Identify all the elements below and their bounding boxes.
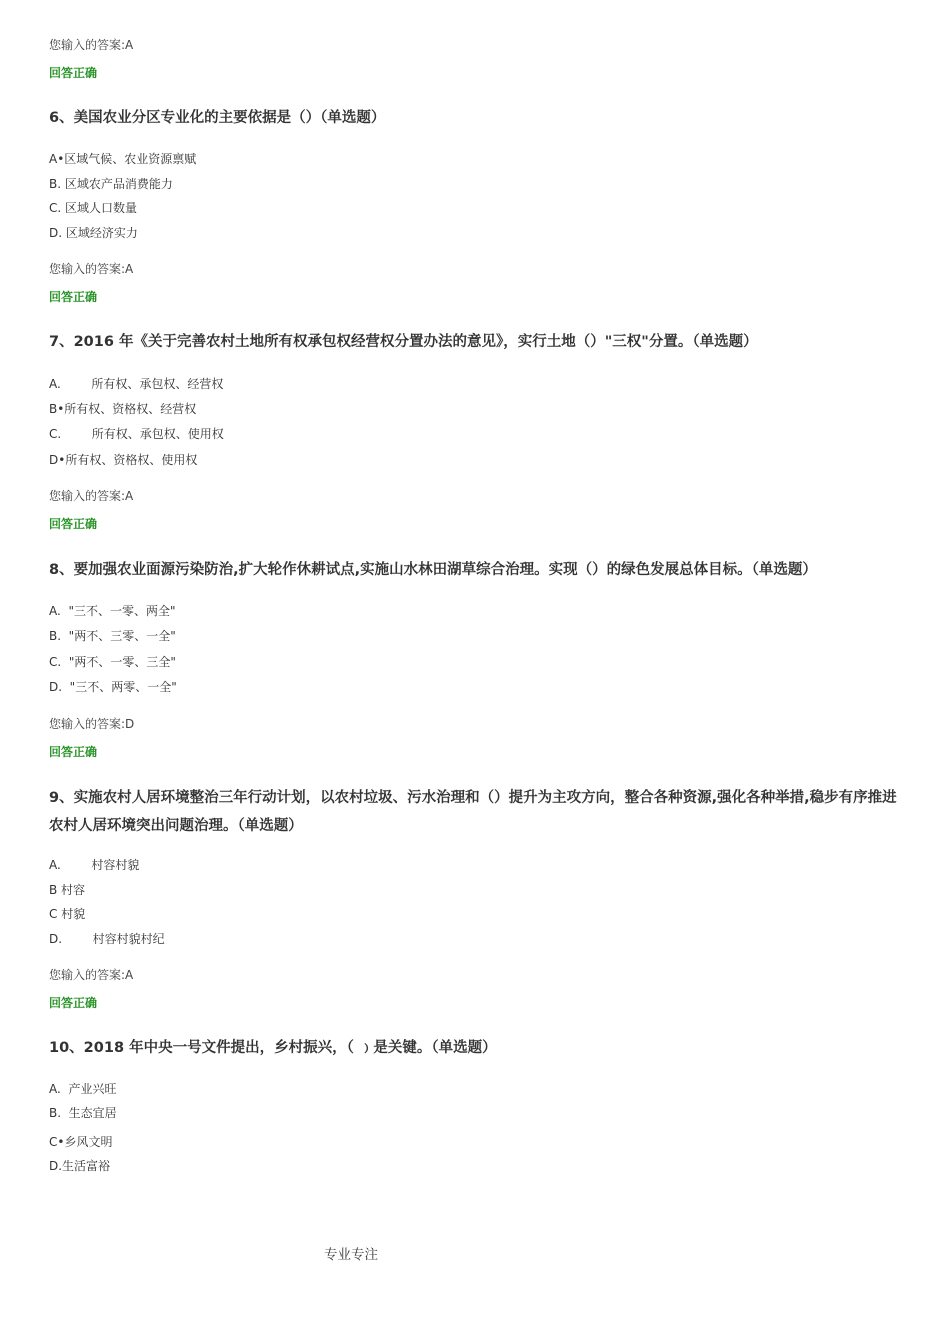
answer-input-text: 您输入的答案:A xyxy=(49,38,134,52)
option-c[interactable]: C 村貌 xyxy=(49,907,86,921)
option-a[interactable]: A. 产业兴旺 xyxy=(49,1082,117,1096)
correct-status: 回答正确 xyxy=(49,66,98,80)
option-d[interactable]: D. 区域经济实力 xyxy=(49,226,138,240)
page-footer: 专业专注 xyxy=(324,1247,378,1263)
option-b[interactable]: B. "两不、三零、一全" xyxy=(49,629,176,643)
question-title: 7、2016 年《关于完善农村土地所有权承包权经营权分置办法的意见》，实行土地（）"三权"分置。（单选题） xyxy=(49,334,758,350)
option-a[interactable]: A•区域气候、农业资源禀赋 xyxy=(49,152,197,166)
answer-input-text: 您输入的答案:A xyxy=(49,968,134,982)
question-title: 10、2018 年中央一号文件提出，乡村振兴，（ ﹚是关键。（单选题） xyxy=(49,1040,497,1056)
answer-input-text: 您输入的答案:D xyxy=(49,717,135,731)
option-d[interactable]: D. 村容村貌村纪 xyxy=(49,932,165,946)
option-a[interactable]: A. 所有权、承包权、经营权 xyxy=(49,377,224,391)
option-b[interactable]: B 村容 xyxy=(49,883,86,897)
option-d[interactable]: D•所有权、资格权、使用权 xyxy=(49,453,198,467)
question-title: 6、美国农业分区专业化的主要依据是（）（单选题） xyxy=(49,110,386,126)
option-a[interactable]: A. "三不、一零、两全" xyxy=(49,604,176,618)
option-c[interactable]: C. "两不、一零、三全" xyxy=(49,655,176,669)
answer-input-text: 您输入的答案:A xyxy=(49,489,134,503)
correct-status: 回答正确 xyxy=(49,745,98,759)
question-title: 9、实施农村人居环境整治三年行动计划，以农村垃圾、污水治理和（）提升为主攻方向，整合各种资源,强化各种举措,稳步有序推进农村人居环境突出问题治理。（单选题） xyxy=(49,790,897,834)
option-c[interactable]: C•乡风文明 xyxy=(49,1135,113,1149)
option-c[interactable]: C. 所有权、承包权、使用权 xyxy=(49,427,224,441)
option-c[interactable]: C. 区域人口数量 xyxy=(49,201,138,215)
option-b[interactable]: B•所有权、资格权、经营权 xyxy=(49,402,197,416)
option-d[interactable]: D.生活富裕 xyxy=(49,1159,111,1173)
correct-status: 回答正确 xyxy=(49,517,98,531)
question-title: 8、要加强农业面源污染防治,扩大轮作休耕试点,实施山水林田湖草综合治理。实现（）的绿色发展总体目标。（单选题） xyxy=(49,562,817,578)
option-d[interactable]: D. "三不、两零、一全" xyxy=(49,680,177,694)
correct-status: 回答正确 xyxy=(49,996,98,1010)
correct-status: 回答正确 xyxy=(49,290,98,304)
answer-input-text: 您输入的答案:A xyxy=(49,262,134,276)
option-b[interactable]: B. 区域农产品消费能力 xyxy=(49,177,173,191)
option-b[interactable]: B. 生态宜居 xyxy=(49,1106,117,1120)
option-a[interactable]: A. 村容村貌 xyxy=(49,858,140,872)
